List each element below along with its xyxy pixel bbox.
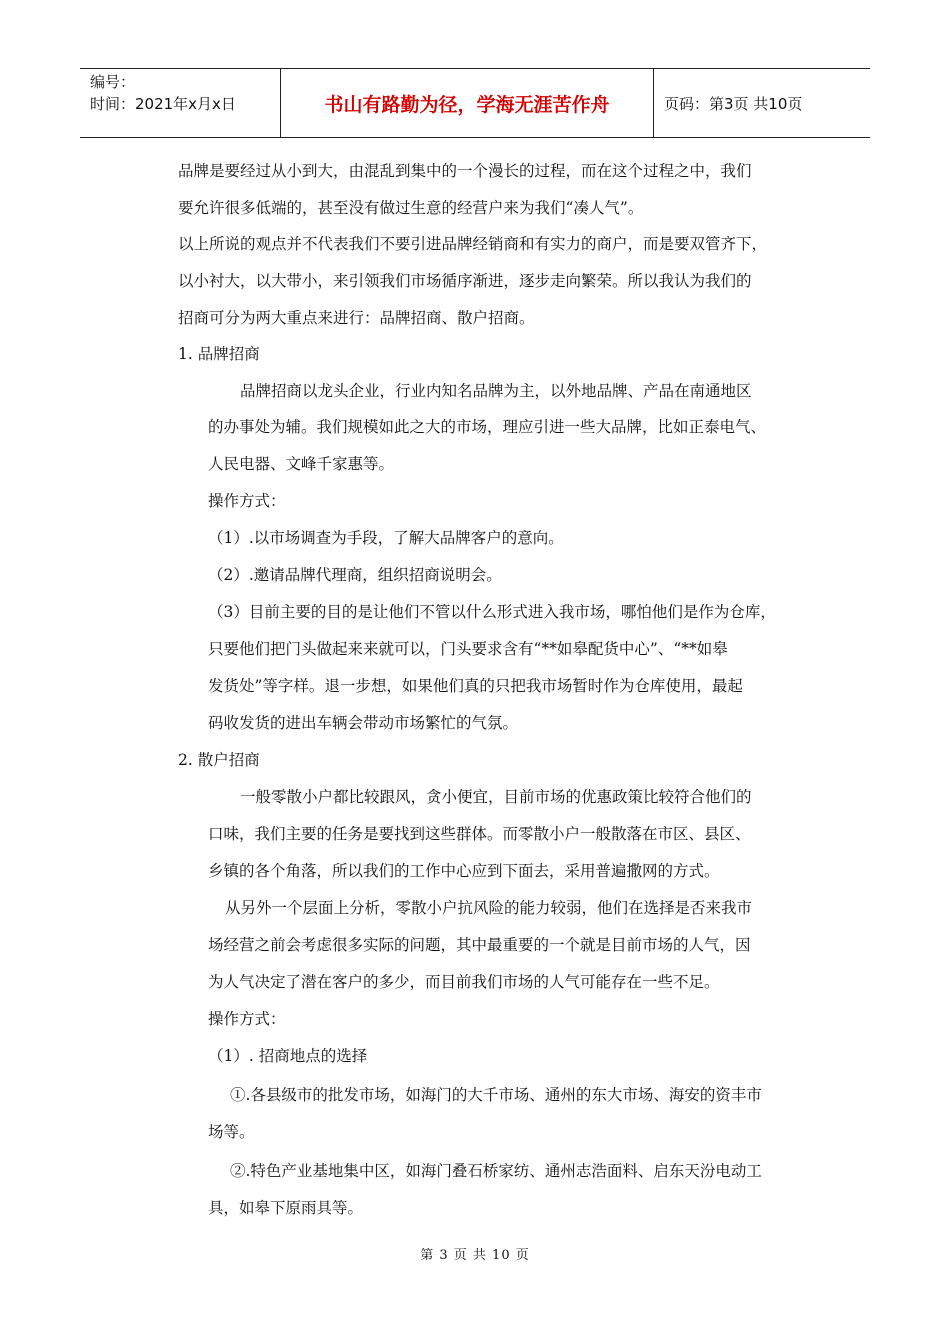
paragraph-line: 口味，我们主要的任务是要找到这些群体。而零散小户一般散落在市区、县区、 <box>208 825 751 843</box>
section-heading: 2. 散户招商 <box>178 751 260 769</box>
list-item: ①.各县级市的批发市场，如海门的大千市场、通州的东大市场、海安的资丰市 <box>230 1086 762 1104</box>
method-label: 操作方式： <box>208 1010 286 1028</box>
paragraph-line: 码收发货的进出车辆会带动市场繁忙的气氛。 <box>208 714 519 732</box>
paragraph-line: 以小衬大，以大带小，来引领我们市场循序渐进，逐步走向繁荣。所以我认为我们的 <box>178 272 752 290</box>
paragraph-line: 乡镇的各个角落，所以我们的工作中心应到下面去，采用普遍撒网的方式。 <box>208 862 720 880</box>
method-label: 操作方式： <box>208 492 286 510</box>
paragraph-line: 招商可分为两大重点来进行：品牌招商、散户招商。 <box>178 309 535 327</box>
header-table <box>80 68 870 138</box>
page-footer: 第 3 页 共 10 页 <box>420 1248 530 1263</box>
paragraph-line: 要允许很多低端的，甚至没有做过生意的经营户来为我们“凑人气”。 <box>178 199 644 217</box>
paragraph-line: 以上所说的观点并不代表我们不要引进品牌经销商和有实力的商户，而是要双管齐下， <box>178 235 768 253</box>
paragraph-line: 只要他们把门头做起来来就可以，门头要求含有“**如皋配货中心”、“**如皋 <box>208 640 728 658</box>
paragraph-line: 的办事处为辅。我们规模如此之大的市场，理应引进一些大品牌，比如正泰电气、 <box>208 418 767 436</box>
paragraph-line: 发货处”等字样。退一步想，如果他们真的只把我市场暂时作为仓库使用，最起 <box>208 677 743 695</box>
header-page-info: 页码：第3页 共10页 <box>664 94 803 113</box>
paragraph-line: 一般零散小户都比较跟风，贪小便宜，目前市场的优惠政策比较符合他们的 <box>240 788 752 806</box>
document-number-label: 编号： <box>90 73 136 91</box>
list-item: （3）目前主要的目的是让他们不管以什么形式进入我市场，哪怕他们是作为仓库， <box>208 603 776 621</box>
list-item: ②.特色产业基地集中区，如海门叠石桥家纺、通州志浩面料、启东天汾电动工 <box>230 1162 762 1180</box>
paragraph-line: 品牌招商以龙头企业，行业内知名品牌为主，以外地品牌、产品在南通地区 <box>240 382 752 400</box>
list-item: （1）.以市场调查为手段，了解大品牌客户的意向。 <box>208 529 564 547</box>
paragraph-line: 人民电器、文峰千家惠等。 <box>208 455 395 473</box>
document-time-label: 时间：2021年x月x日 <box>90 95 236 113</box>
paragraph-line: 场等。 <box>208 1123 255 1141</box>
paragraph-line: 为人气决定了潜在客户的多少，而目前我们市场的人气可能存在一些不足。 <box>208 973 720 991</box>
list-item: （2）.邀请品牌代理商，组织招商说明会。 <box>208 566 502 584</box>
paragraph-line: 品牌是要经过从小到大，由混乱到集中的一个漫长的过程，而在这个过程之中，我们 <box>178 162 752 180</box>
paragraph-line: 具，如皋下原雨具等。 <box>208 1199 364 1217</box>
paragraph-line: 从另外一个层面上分析，零散小户抗风险的能力较弱，他们在选择是否来我市 <box>225 899 753 917</box>
header-info-cell <box>80 69 281 137</box>
header-motto: 书山有路勤为径，学海无涯苦作舟 <box>281 69 654 137</box>
paragraph-line: 场经营之前会考虑很多实际的问题，其中最重要的一个就是目前市场的人气，因 <box>208 936 751 954</box>
section-heading: 1. 品牌招商 <box>178 345 260 363</box>
list-item: （1）. 招商地点的选择 <box>208 1047 368 1065</box>
